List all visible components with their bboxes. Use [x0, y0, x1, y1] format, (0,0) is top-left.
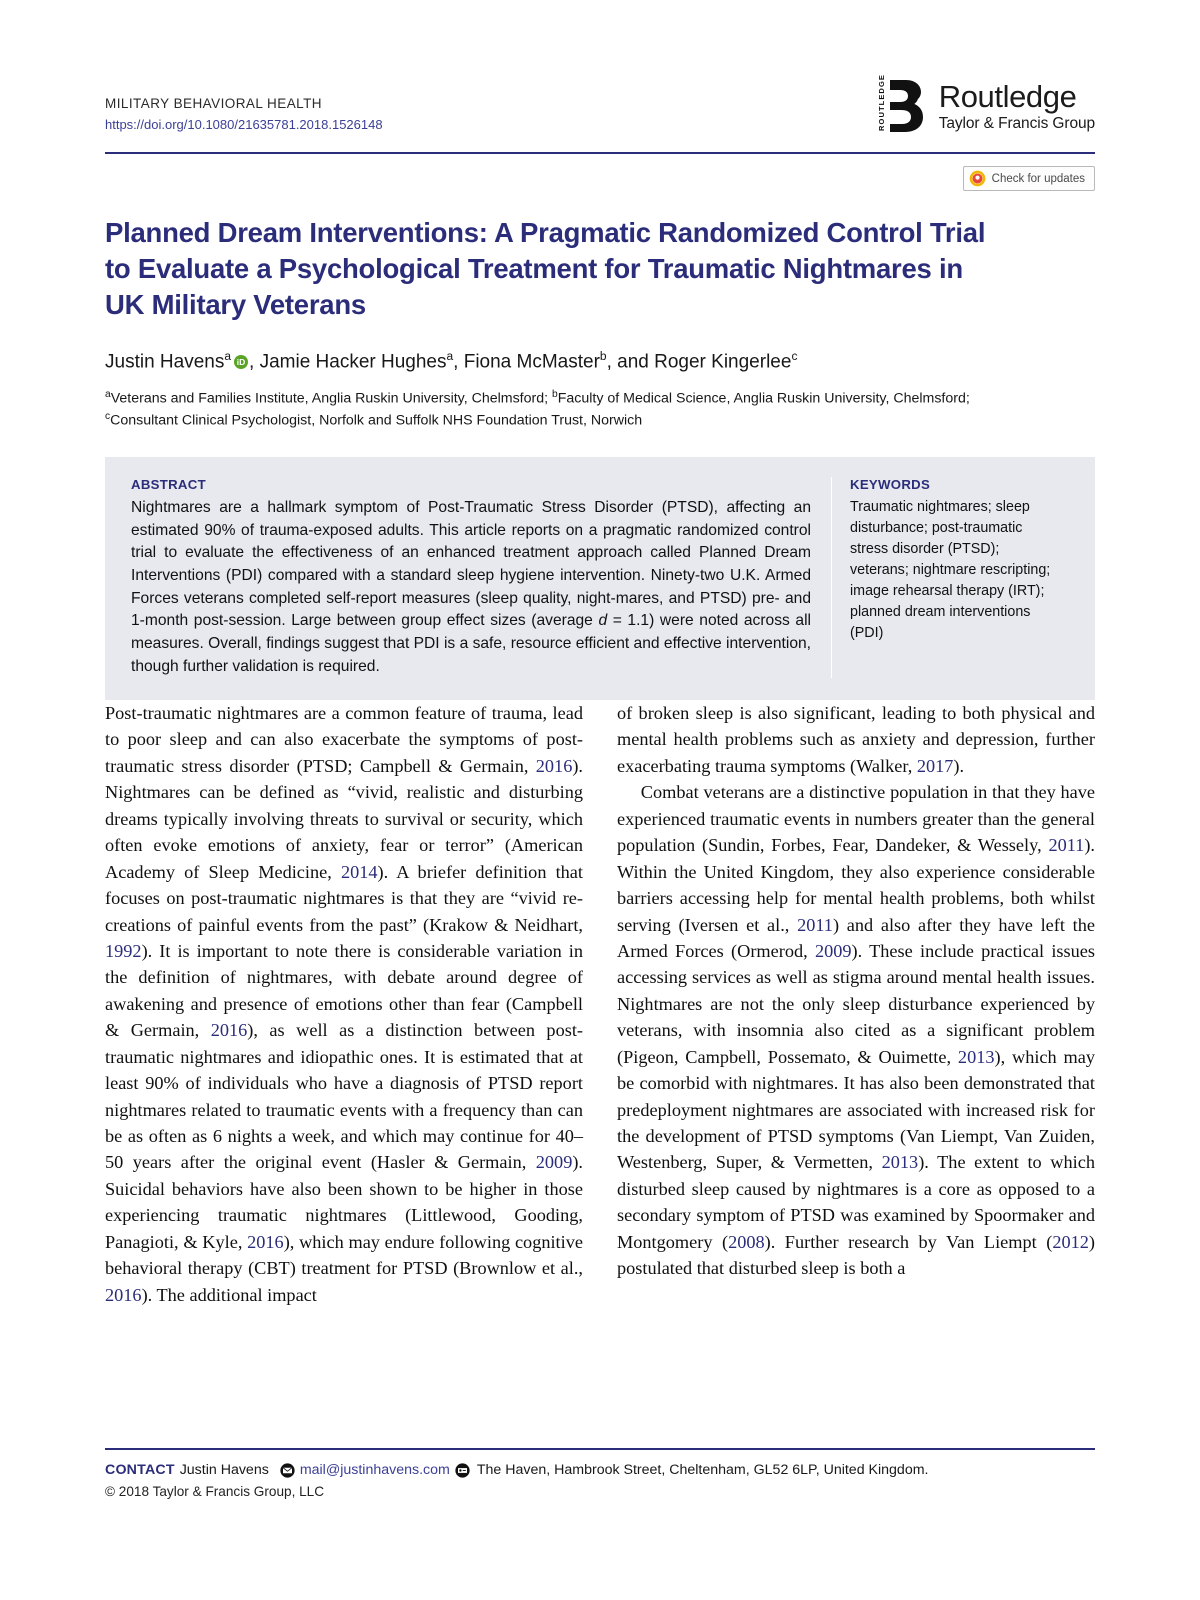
body-columns [105, 700, 1095, 1308]
abstract-text [131, 497, 811, 679]
citation-year[interactable]: 2011 [797, 914, 833, 935]
routledge-logo [876, 74, 1095, 134]
text-run: ). Within the United Kingdom, they also experience considerable barriers accessing help for mental health problems, both whilst serving (Iversen et al., [617, 835, 1095, 935]
journal-name: MILITARY BEHAVIORAL HEALTH [105, 96, 323, 111]
text-run: ). Suicidal behaviors have also been shown to be higher in those experiencing traumatic nightmares (Littlewood, Gooding, Panagioti, & Kyle, [105, 1152, 583, 1252]
author-2-affiliation-marker: a [446, 349, 454, 364]
footer-divider [105, 1448, 1095, 1450]
affiliation-b-text: Faculty of Medical Science, Anglia Ruskin University, Chelmsford; [557, 390, 970, 407]
keywords-section [831, 477, 1061, 679]
text-run: ), which may be comorbid with nightmares. It has also been demonstrated that predeployment nightmares are associated with increased risk for the development of PTSD symptoms (Van Liempt, Van Zuiden, Westenberg, Super, & Vermetten, [617, 1046, 1095, 1173]
text-run: ). These include practical issues accessing services as well as stigma around mental health issues. Nightmares are not the only sleep disturbance experienced by veterans, with insomnia also cited as a significant problem (Pigeon, Campbell, Possemato, & Ouimette, [617, 940, 1095, 1067]
check-updates-row [105, 166, 1095, 191]
citation-year[interactable]: 2014 [340, 861, 378, 882]
text-run: ). It is important to note there is considerable variation in the definition of nightmares, with debate around degree of awakening and presence of emotions other than fear (Campbell & Germain, [105, 940, 583, 1041]
copyright-notice: © 2018 Taylor & Francis Group, LLC [105, 1484, 325, 1500]
check-updates-label: Check for updates [991, 172, 1085, 185]
contact-address: The Haven, Hambrook Street, Cheltenham, GL52 6LP, United Kingdom. [476, 1462, 929, 1478]
doi-link[interactable]: https://doi.org/10.1080/21635781.2018.1526148 [105, 117, 383, 133]
contact-email[interactable]: mail@justinhavens.com [299, 1462, 450, 1478]
text-run: of broken sleep is also significant, leading to both physical and mental health problems such as anxiety and depression, further exacerbating trauma symptoms (Walker, [617, 703, 1095, 776]
page-footer [105, 1448, 1095, 1499]
abstract-effect-size-symbol: d [598, 612, 608, 630]
routledge-name: Routledge [938, 78, 1077, 114]
text-run: ). The extent to which disturbed sleep caused by nightmares is a core as opposed to a secondary symptom of PTSD was examined by Spoormaker and Montgomery ( [617, 1152, 1095, 1252]
text-run: Combat veterans are a distinctive population in that they have experienced traumatic events in numbers greater than the general population (Sundin, Forbes, Fear, Dandeker, & Wessely, [617, 782, 1095, 856]
author-list [105, 348, 1095, 376]
right-column [617, 700, 1095, 1308]
contact-name: Justin Havens [179, 1462, 269, 1478]
routledge-wordmark [938, 78, 1095, 132]
text-run: ), which may endure following cognitive behavioral therapy (CBT) treatment for PTSD (Brownlow et al., [105, 1231, 583, 1279]
author-3-affiliation-marker: b [599, 349, 607, 364]
text-run: ). [953, 755, 965, 776]
routledge-vertical-text: ROUTLEDGE [876, 74, 886, 131]
text-run: ). Further research by Van Liempt ( [764, 1231, 1053, 1252]
citation-year[interactable]: 2009 [814, 940, 852, 961]
abstract-part-2: = 1.1) were noted across all measures. Overall, findings suggest that PDI is a safe, resource efficient and effective intervention, though further validation is required. [131, 612, 812, 675]
citation-year[interactable]: 2016 [535, 755, 573, 776]
abstract-keywords-panel [105, 457, 1095, 701]
journal-info [105, 92, 383, 135]
routledge-logo-mark [876, 74, 932, 134]
affiliation-a-text: Veterans and Families Institute, Anglia Ruskin University, Chelmsford; [110, 390, 553, 407]
citation-year[interactable]: 2008 [728, 1231, 765, 1252]
text-run: ) postulated that disturbed sleep is both a [617, 1231, 1095, 1279]
author-3-name: , Fiona McMaster [453, 351, 600, 373]
envelope-icon [280, 1463, 295, 1478]
masthead [105, 0, 1095, 144]
citation-year[interactable]: 2016 [210, 1020, 248, 1041]
check-for-updates-button[interactable] [963, 166, 1095, 191]
header-divider [105, 152, 1095, 154]
abstract-label: ABSTRACT [131, 476, 206, 492]
crossmark-icon [969, 170, 986, 187]
text-run: ), as well as a distinction between post-traumatic nightmares and idiopathic ones. It is estimated that at least 90% of individuals who have a diagnosis of PTSD report nightmares related to traumatic events with a frequency than can be as often as 6 nights a week, and which may continue for 40–50 years after the original event (Hasler & Germain, [105, 1020, 583, 1173]
text-run: Post-traumatic nightmares are a common feature of trauma, lead to poor sleep and can also exacerbate the symptoms of post-traumatic stress disorder (PTSD; Campbell & Germain, [105, 703, 583, 776]
orcid-icon[interactable] [234, 355, 248, 369]
contact-label: CONTACT [105, 1462, 175, 1478]
paragraph-continued [617, 700, 1095, 779]
contact-line [105, 1460, 1095, 1481]
text-run: ) and also after they have left the Armed Forces (Ormerod, [617, 914, 1095, 961]
citation-year[interactable]: 2013 [957, 1046, 995, 1067]
taylor-francis-group: Taylor & Francis Group [938, 114, 1095, 132]
author-1-name: Justin Havens [105, 351, 225, 373]
citation-year[interactable]: 2016 [105, 1284, 142, 1305]
text-run: ). A briefer definition that focuses on post-traumatic nightmares is that they are “vivid re-creations of painful events from the past” (Krakow & Neidhart, [105, 861, 583, 935]
citation-year[interactable]: 2012 [1052, 1231, 1089, 1252]
author-4-affiliation-marker: c [791, 349, 798, 364]
affiliation-c-text: Consultant Clinical Psychologist, Norfolk and Suffolk NHS Foundation Trust, Norwich [110, 412, 643, 429]
author-4-name: , and Roger Kingerlee [606, 351, 792, 373]
article-title: Planned Dream Interventions: A Pragmatic Randomized Control Trial to Evaluate a Psychological Treatment for Traumatic Nightmares in UK Military Veterans [105, 217, 986, 320]
paragraph-intro [105, 700, 583, 1308]
citation-year[interactable]: 2017 [916, 755, 954, 776]
address-icon [455, 1463, 470, 1478]
affiliations [105, 388, 1005, 431]
keywords-text: Traumatic nightmares; sleep disturbance; post-traumatic stress disorder (PTSD); veterans; nightmare rescripting; image rehearsal therapy (IRT); planned dream interventions (PDI) [850, 498, 1051, 641]
affiliation-c-marker: c [105, 410, 111, 422]
author-2-name: , Jamie Hacker Hughes [249, 351, 447, 373]
left-column [105, 700, 583, 1308]
abstract-section [131, 477, 831, 679]
affiliation-b-marker: b [552, 389, 558, 401]
paragraph-combat-veterans [617, 779, 1095, 1281]
abstract-part-1: Nightmares are a hallmark symptom of Post-Traumatic Stress Disorder (PTSD), affecting an estimated 90% of trauma-exposed adults. This article reports on a pragmatic randomized control trial to evaluate the effectiveness of an enhanced treatment approach called Planned Dream Interventions (PDI) compared with a standard sleep hygiene intervention. Ninety-two U.K. Armed Forces veterans completed self-report measures (sleep quality, night-mares, and PTSD) pre- and 1-month post-session. Large between group effect sizes (average [131, 498, 811, 630]
citation-year[interactable]: 2013 [881, 1152, 919, 1173]
keywords-label: KEYWORDS [850, 476, 931, 492]
citation-year[interactable]: 2011 [1048, 835, 1085, 856]
author-1-affiliation-marker: a [224, 349, 232, 364]
text-run: ). Nightmares can be defined as “vivid, realistic and disturbing dreams typically involving threats to survival or security, which often evoke emotions of anxiety, fear or terror” (American Academy of Sleep Medicine, [105, 755, 583, 882]
citation-year[interactable]: 2009 [535, 1152, 573, 1173]
routledge-face-icon [886, 78, 926, 134]
text-run: ). The additional impact [141, 1284, 317, 1305]
citation-year[interactable]: 2016 [247, 1231, 284, 1252]
affiliation-a-marker: a [105, 389, 111, 401]
citation-year[interactable]: 1992 [105, 940, 142, 961]
